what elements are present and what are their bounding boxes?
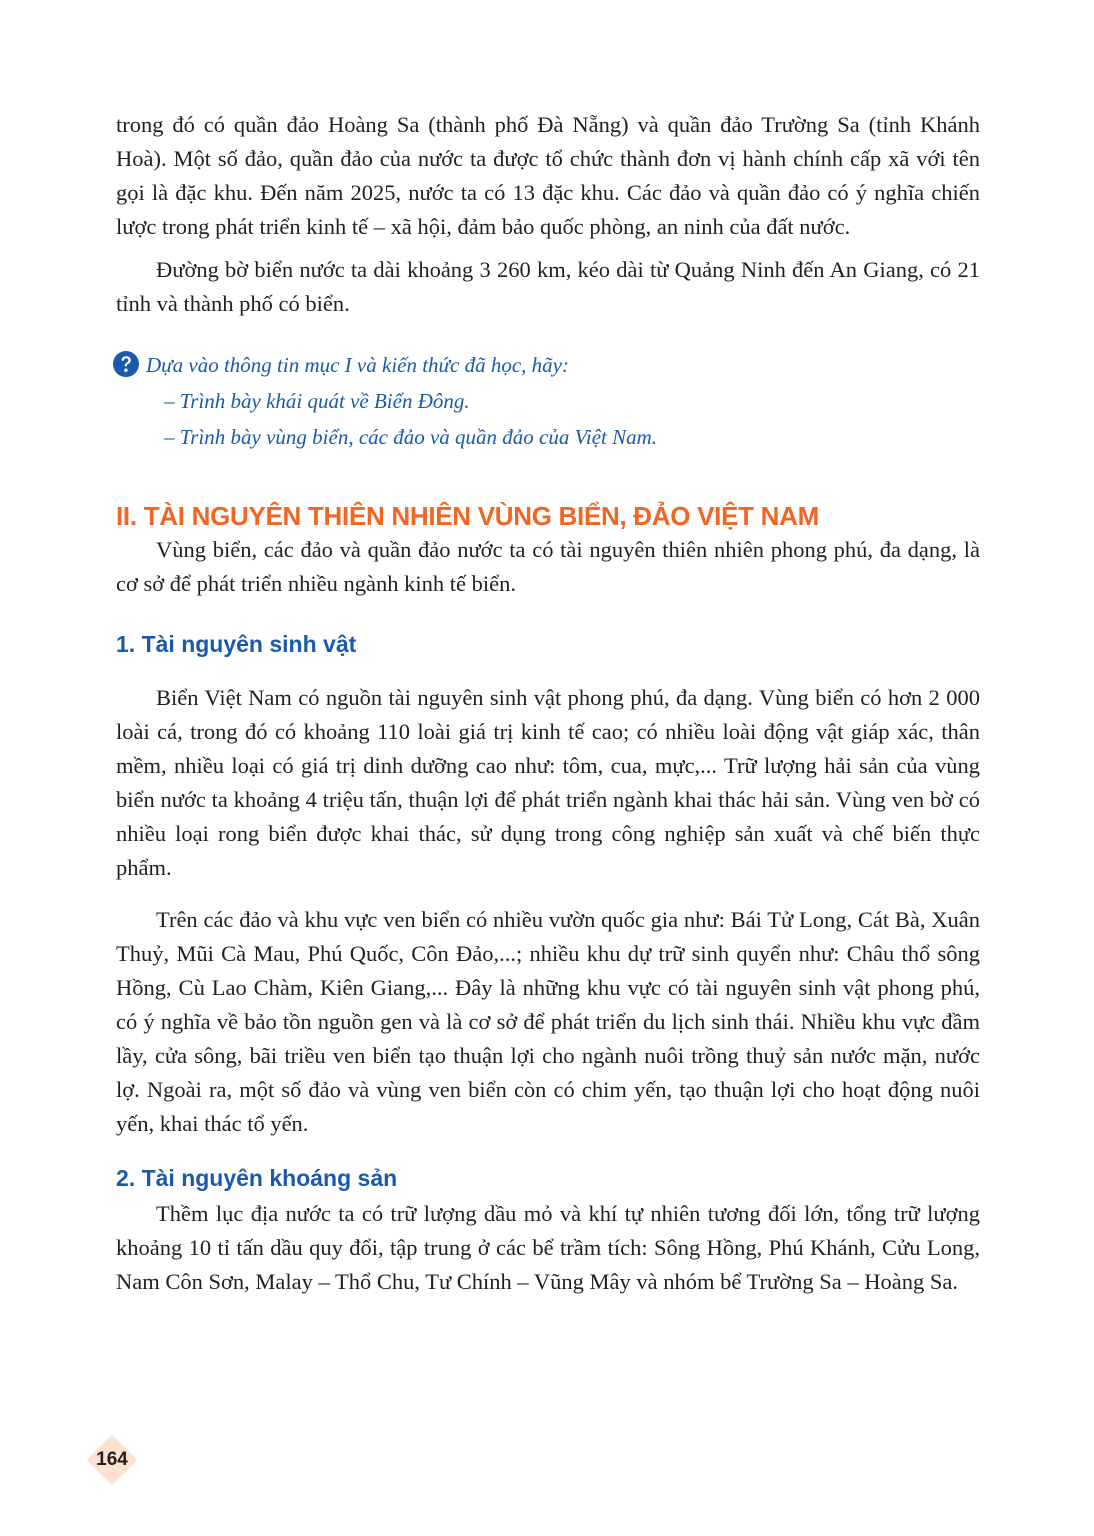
intro-paragraph-2: Đường bờ biển nước ta dài khoảng 3 260 km, kéo dài từ Quảng Ninh đến An Giang, có 21 tỉnh và thành phố có biển. xyxy=(116,257,980,316)
page-number: 164 xyxy=(96,1449,128,1470)
question-item-2: – Trình bày vùng biển, các đảo và quần đảo của Việt Nam. xyxy=(164,425,658,449)
subsection-heading-minerals: 2. Tài nguyên khoáng sản xyxy=(116,1165,398,1191)
page-number-badge xyxy=(88,1436,136,1484)
minerals-paragraph-1: Thềm lục địa nước ta có trữ lượng dầu mỏ và khí tự nhiên tương đối lớn, tổng trữ lượng khoảng 10 tỉ tấn dầu quy đổi, tập trung ở các bể trầm tích: Sông Hồng, Phú Khánh, Cửu Long, Nam Côn Sơn, Malay – Thổ Chu, Tư Chính – Vũng Mây và nhóm bể Trường Sa – Hoàng Sa. xyxy=(116,1201,980,1294)
section-intro-paragraph: Vùng biển, các đảo và quần đảo nước ta có tài nguyên thiên nhiên phong phú, đa dạng, là cơ sở để phát triển nhiều ngành kinh tế biển. xyxy=(116,537,980,596)
intro-paragraph-1: trong đó có quần đảo Hoàng Sa (thành phố Đà Nẵng) và quần đảo Trường Sa (tỉnh Khánh Hoà). Một số đảo, quần đảo của nước ta được tổ chức thành đơn vị hành chính cấp xã với tên gọi là đặc khu. Đến năm 2025, nước ta có 13 đặc khu. Các đảo và quần đảo có ý nghĩa chiến lược trong phát triển kinh tế – xã hội, đảm bảo quốc phòng, an ninh của đất nước. xyxy=(116,112,980,239)
page-content xyxy=(116,108,980,1299)
biological-paragraph-2: Trên các đảo và khu vực ven biển có nhiều vườn quốc gia như: Bái Tử Long, Cát Bà, Xuân Thuỷ, Mũi Cà Mau, Phú Quốc, Côn Đảo,...; nhiều khu dự trữ sinh quyển như: Châu thổ sông Hồng, Cù Lao Chàm, Kiên Giang,... Đây là những khu vực có tài nguyên sinh vật phong phú, có ý nghĩa về bảo tồn nguồn gen và là cơ sở để phát triển du lịch sinh thái. Nhiều khu vực đầm lầy, cửa sông, bãi triều ven biển tạo thuận lợi cho ngành nuôi trồng thuỷ sản nước mặn, nước lợ. Ngoài ra, một số đảo và vùng ven biển còn có chim yến, tạo thuận lợi cho hoạt động nuôi yến, khai thác tổ yến. xyxy=(116,907,980,1136)
question-box xyxy=(116,347,980,455)
question-item-1: – Trình bày khái quát về Biển Đông. xyxy=(164,389,470,413)
section-heading: II. TÀI NGUYÊN THIÊN NHIÊN VÙNG BIỂN, ĐẢO VIỆT NAM xyxy=(116,501,819,531)
biological-paragraph-1: Biển Việt Nam có nguồn tài nguyên sinh vật phong phú, đa dạng. Vùng biển có hơn 2 000 loài cá, trong đó có khoảng 110 loài giá trị kinh tế cao; có nhiều loài động vật giáp xác, thân mềm, nhiều loại có giá trị dinh dưỡng cao như: tôm, cua, mực,... Trữ lượng hải sản của vùng biển nước ta khoảng 4 triệu tấn, thuận lợi để phát triển ngành khai thác hải sản. Vùng ven bờ có nhiều loại rong biển được khai thác, sử dụng trong công nghiệp sản xuất và chế biến thực phẩm. xyxy=(116,685,980,880)
subsection-heading-biological: 1. Tài nguyên sinh vật xyxy=(116,631,357,657)
question-prompt: Dựa vào thông tin mục I và kiến thức đã học, hãy: xyxy=(146,353,569,377)
question-mark-circle-icon xyxy=(112,350,140,378)
